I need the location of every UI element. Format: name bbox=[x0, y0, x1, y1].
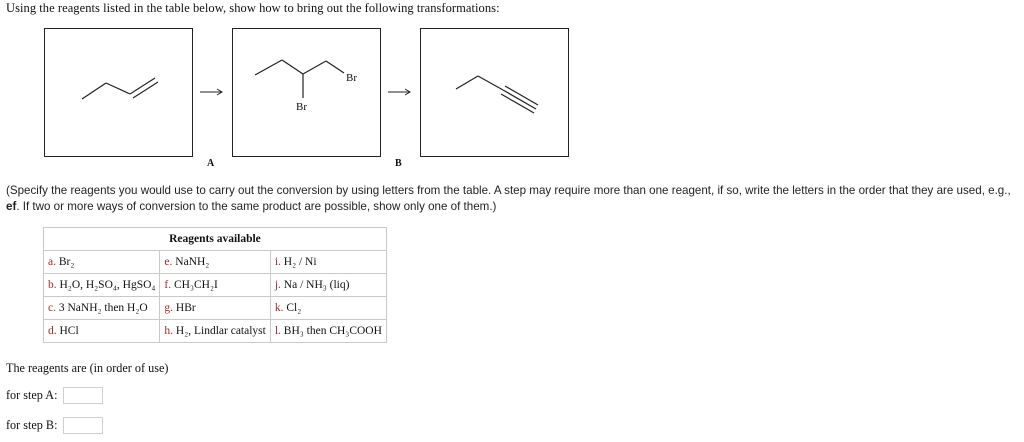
reagent-l: l. BH₃ then CH₃COOH bbox=[270, 320, 386, 343]
instructions: (Specify the reagents you would use to carry out the conversion by using letters from the table. A step may require more than one reagent, if so, write the letters in the order that they are used, e.g., ef. If two or more ways of conversion to the same product are possible, show only one of them.) bbox=[6, 184, 1011, 213]
step-b-input[interactable] bbox=[63, 417, 103, 434]
order-label: The reagents are (in order of use) bbox=[6, 361, 169, 375]
reaction-arrow-b bbox=[387, 86, 413, 98]
reagent-table bbox=[43, 227, 387, 343]
step-b-row bbox=[6, 417, 103, 434]
reagent-h: h. H₂, Lindlar catalyst bbox=[160, 320, 270, 343]
alkyne-structure bbox=[421, 29, 568, 156]
table-header: Reagents available bbox=[44, 228, 387, 251]
reagent-a: a. Br₂ bbox=[44, 251, 160, 274]
table-row bbox=[44, 251, 387, 274]
reagent-f: f. CH₃CH₂I bbox=[160, 274, 270, 297]
dibromo-structure bbox=[233, 29, 380, 156]
reagent-j: j. Na / NH₃ (liq) bbox=[270, 274, 386, 297]
intermediate-box bbox=[232, 28, 381, 157]
reagent-e: e. NaNH₂ bbox=[160, 251, 270, 274]
table-row bbox=[44, 297, 387, 320]
br-label-2: Br bbox=[296, 101, 307, 113]
step-a-row bbox=[6, 387, 103, 404]
reagent-d: d. HCl bbox=[44, 320, 160, 343]
example-answer: ef bbox=[6, 200, 17, 213]
product-box bbox=[420, 28, 569, 157]
question-text: Using the reagents listed in the table below, show how to bring out the following transformations: bbox=[6, 1, 500, 15]
starting-material-box bbox=[44, 28, 193, 157]
br-label-1: Br bbox=[346, 72, 357, 84]
reagent-b: b. H₂O, H₂SO₄, HgSO₄ bbox=[44, 274, 160, 297]
alkene-structure bbox=[45, 29, 192, 156]
table-row bbox=[44, 274, 387, 297]
reagent-k: k. Cl₂ bbox=[270, 297, 386, 320]
step-b-label: B bbox=[395, 158, 402, 169]
step-a-input[interactable] bbox=[63, 387, 103, 404]
table-row bbox=[44, 320, 387, 343]
reagent-c: c. 3 NaNH₂ then H₂O bbox=[44, 297, 160, 320]
reagent-g: g. HBr bbox=[160, 297, 270, 320]
reagent-i: i. H₂ / Ni bbox=[270, 251, 386, 274]
step-a-answer-label: for step A: bbox=[6, 388, 58, 402]
step-a-label: A bbox=[207, 158, 215, 169]
reaction-arrow-a bbox=[199, 86, 225, 98]
step-b-answer-label: for step B: bbox=[6, 418, 58, 432]
